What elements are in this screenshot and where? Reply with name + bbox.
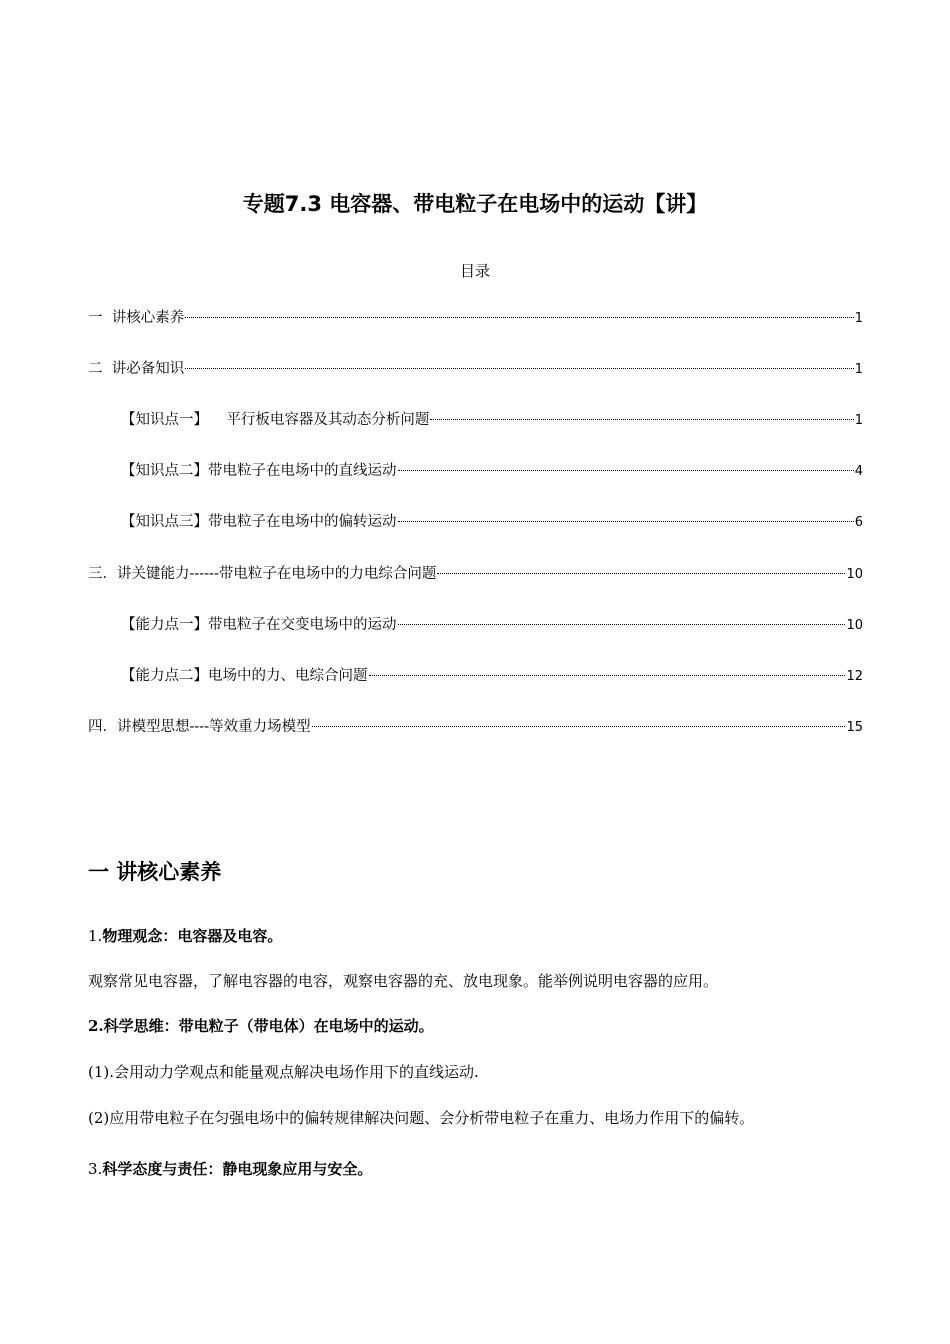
toc-leader-dots [312,726,846,727]
toc-leader-dots [398,624,846,625]
toc-page-number: 1 [854,362,863,377]
toc-page-number: 10 [846,618,863,633]
section-heading: 一 讲核心素养 [88,860,222,884]
paragraph: (1).会用动力学观点和能量观点解决电场作用下的直线运动. [88,1063,479,1081]
toc-entry[interactable] [88,563,863,585]
toc-entry[interactable] [88,307,863,329]
toc-page-number: 1 [854,413,863,428]
toc-entry-label: 四．讲模型思想----等效重力场模型 [88,719,311,735]
paragraph: (2)应用带电粒子在匀强电场中的偏转规律解决问题、会分析带电粒子在重力、电场力作用下的偏转。 [88,1109,755,1127]
toc-heading: 目录 [459,262,490,280]
paragraph-text: 科学思维：带电粒子（带电体）在电场中的运动。 [103,1017,434,1035]
toc-entry-label: 三．讲关键能力------带电粒子在电场中的力电综合问题 [88,566,437,582]
toc-entry-label: 【能力点二】电场中的力、电综合问题 [121,668,368,684]
toc-entry[interactable] [121,460,863,482]
item-number: 3. [88,1160,103,1178]
toc-leader-dots [430,419,853,420]
toc-page-number: 15 [846,720,863,735]
toc-entry[interactable] [88,716,863,738]
toc-entry-label: 【知识点一】 平行板电容器及其动态分析问题 [121,412,430,428]
toc-leader-dots [185,368,854,369]
paragraph-text: 科学态度与责任：静电现象应用与安全。 [102,1160,373,1178]
toc-leader-dots [369,675,846,676]
toc-entry-label: 一 讲核心素养 [88,310,185,326]
toc-leader-dots [437,573,845,574]
toc-page-number: 1 [854,311,863,326]
paragraph [88,1015,868,1037]
item-number: 1. [88,927,103,945]
toc-entry-label: 二 讲必备知识 [88,361,185,377]
toc-entry-label: 【能力点一】带电粒子在交变电场中的运动 [121,617,397,633]
toc-entry[interactable] [88,358,863,380]
toc-page-number: 4 [854,464,863,479]
toc-entry[interactable] [121,511,863,533]
toc-page-number: 10 [846,567,863,582]
paragraph [88,925,868,947]
toc-leader-dots [398,521,854,522]
paragraph-text: 物理观念：电容器及电容。 [102,927,283,945]
toc-leader-dots [398,470,854,471]
document-title: 专题7.3 电容器、带电粒子在电场中的运动【讲】 [242,192,708,216]
paragraph: 观察常见电容器，了解电容器的电容，观察电容器的充、放电现象。能举例说明电容器的应用。 [88,972,719,990]
toc-entry-label: 【知识点三】带电粒子在电场中的偏转运动 [121,514,397,530]
toc-page-number: 6 [854,515,863,530]
item-number: 2. [88,1017,104,1035]
toc-entry-label: 【知识点二】带电粒子在电场中的直线运动 [121,463,397,479]
paragraph [88,1158,868,1180]
toc-entry[interactable] [121,409,863,431]
toc-page-number: 12 [846,669,863,684]
toc-leader-dots [185,317,854,318]
toc-entry[interactable] [121,665,863,687]
toc-entry[interactable] [121,614,863,636]
